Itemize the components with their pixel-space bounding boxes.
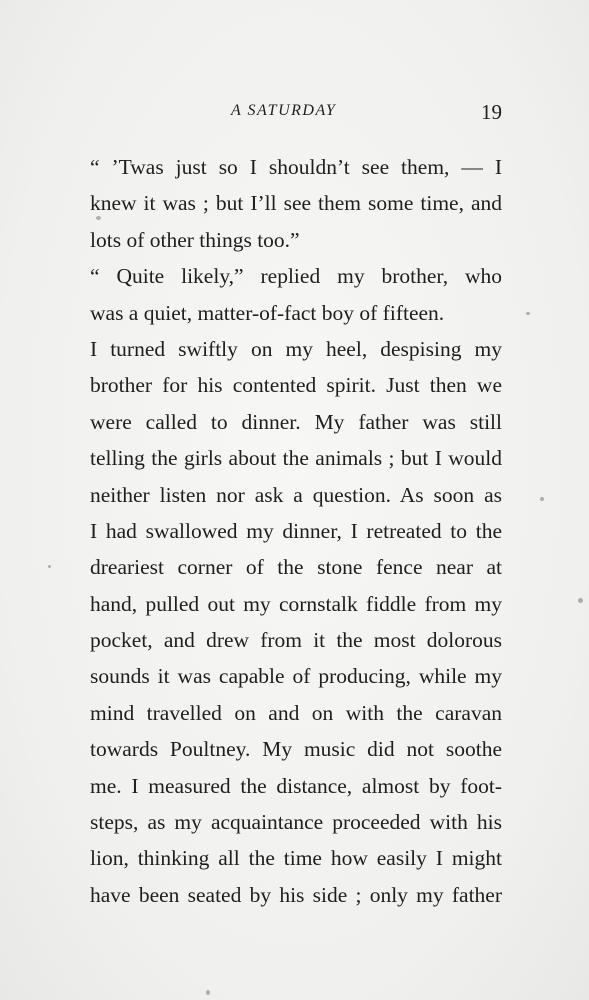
page-header xyxy=(90,100,502,128)
ink-speck xyxy=(48,565,51,568)
text-line: neither listen nor ask a question. As soon as xyxy=(90,482,502,507)
ink-speck xyxy=(526,312,530,315)
text-line: me. I measured the distance, almost by foot- xyxy=(90,773,502,798)
text-line: mind travelled on and on with the caravan xyxy=(90,700,502,725)
text-line: was a quiet, matter-of-fact boy of fifteen. xyxy=(90,300,445,325)
text-line: were called to dinner. My father was still xyxy=(90,409,502,434)
text-line: brother for his contented spirit. Just then we xyxy=(90,373,502,398)
text-line: have been seated by his side ; only my father xyxy=(90,882,502,907)
ink-speck xyxy=(578,598,583,603)
page-number: 19 xyxy=(481,100,502,124)
text-line: knew it was ; but I’ll see them some time, and xyxy=(90,191,502,216)
ink-speck xyxy=(540,497,544,501)
text-line: I had swallowed my dinner, I retreated to the xyxy=(90,518,502,543)
text-line: I turned swiftly on my heel, despising my xyxy=(90,336,502,361)
text-line: telling the girls about the animals ; but I would xyxy=(90,446,502,471)
ink-speck xyxy=(96,216,101,220)
text-line: hand, pulled out my cornstalk fiddle from my xyxy=(90,591,502,616)
text-line: “ Quite likely,” replied my brother, who xyxy=(90,264,502,289)
text-line: towards Poultney. My music did not soothe xyxy=(90,737,502,762)
text-line: dreariest corner of the stone fence near at xyxy=(90,555,502,580)
text-line: steps, as my acquaintance proceeded with his xyxy=(90,810,502,835)
text-line: pocket, and drew from it the most dolorous xyxy=(90,628,502,653)
text-line: sounds it was capable of producing, while my xyxy=(90,664,502,689)
text-line: lion, thinking all the time how easily I might xyxy=(90,846,502,871)
text-line: lots of other things too.” xyxy=(90,227,300,252)
running-head: A SATURDAY xyxy=(231,102,337,119)
ink-speck xyxy=(206,990,210,995)
body-text xyxy=(90,149,502,913)
text-line: “ ’Twas just so I shouldn’t see them, — I xyxy=(90,155,502,179)
